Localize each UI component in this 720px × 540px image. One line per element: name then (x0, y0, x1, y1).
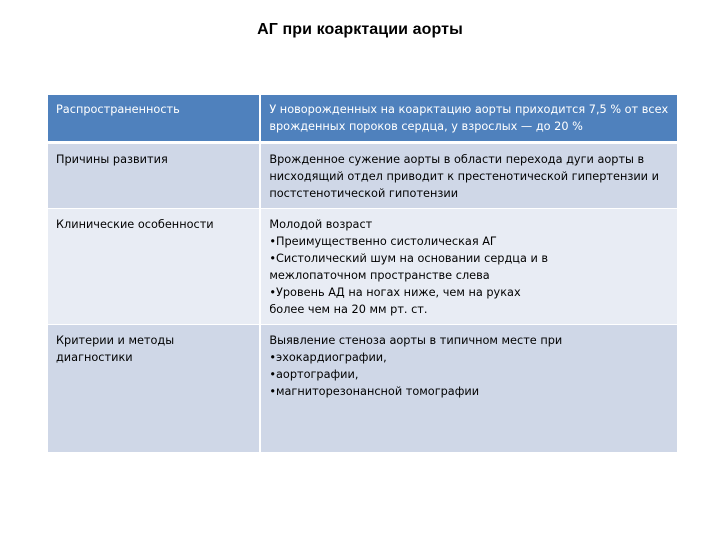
info-table (48, 95, 677, 453)
table-row-diagnostics (48, 325, 677, 453)
row-label: Клинические особенности (48, 209, 260, 325)
value-line: •магниторезонансной томографии (269, 385, 480, 398)
row-value (260, 209, 677, 325)
row-label: Причины развития (48, 143, 260, 209)
value-line: У новорожденных на коарктацию аорты приходится 7,5 % от всех (269, 103, 669, 116)
value-line: постстенотической гипотензии (269, 187, 459, 200)
row-value (260, 143, 677, 209)
value-line: •Систолический шум на основании сердца и в (269, 252, 549, 265)
value-line: •Уровень АД на ногах ниже, чем на руках (269, 286, 521, 299)
value-line: врожденных пороков сердца, у взрослых — до 20 % (269, 120, 583, 133)
table-row-causes (48, 143, 677, 209)
value-line: Молодой возраст (269, 218, 373, 231)
slide-title: АГ при коарктации аорты (257, 21, 463, 38)
value-line: •Преимущественно систолическая АГ (269, 235, 497, 248)
value-line: Врожденное сужение аорты в области перехода дуги аорты в (269, 153, 645, 166)
row-label: Критерии и методы диагностики (48, 325, 260, 453)
value-line: •эхокардиографии, (269, 351, 387, 364)
row-value (260, 95, 677, 143)
table-row-prevalence (48, 95, 677, 143)
value-line: •аортографии, (269, 368, 359, 381)
value-line: нисходящий отдел приводит к престенотической гипертензии и (269, 170, 659, 183)
row-value (260, 325, 677, 453)
value-line: более чем на 20 мм рт. ст. (269, 303, 428, 316)
table-row-clinical (48, 209, 677, 325)
row-label: Распространенность (48, 95, 260, 143)
value-line: межлопаточном пространстве слева (269, 269, 490, 282)
value-line: Выявление стеноза аорты в типичном месте при (269, 334, 563, 347)
